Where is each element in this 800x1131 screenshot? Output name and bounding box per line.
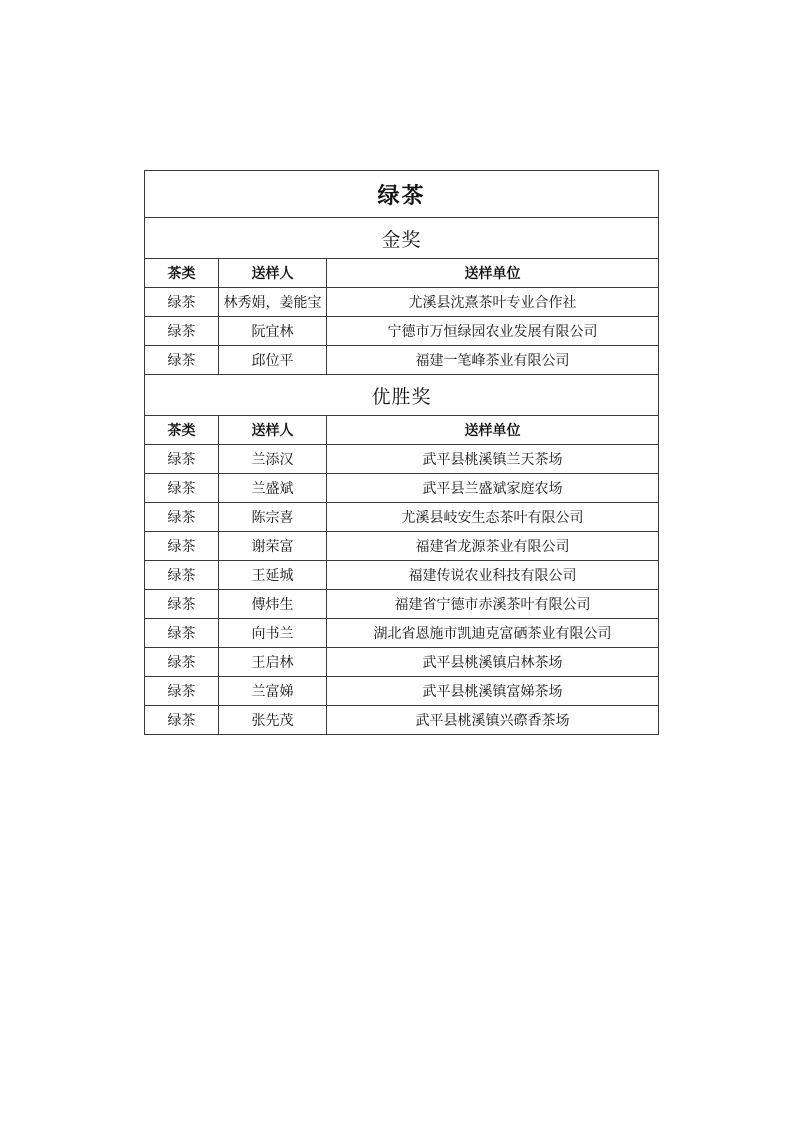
cell-submitter: 林秀娟，姜能宝 (219, 288, 327, 317)
cell-submitter: 王启林 (219, 648, 327, 677)
cell-unit: 武平县桃溪镇兴磜香茶场 (327, 706, 659, 735)
column-header-tea-type: 茶类 (145, 259, 219, 288)
column-header-submitter: 送样人 (219, 416, 327, 445)
cell-tea-type: 绿茶 (145, 317, 219, 346)
cell-tea-type: 绿茶 (145, 445, 219, 474)
cell-unit: 湖北省恩施市凯迪克富硒茶业有限公司 (327, 619, 659, 648)
cell-tea-type: 绿茶 (145, 619, 219, 648)
award-heading-gold: 金奖 (145, 218, 659, 259)
cell-tea-type: 绿茶 (145, 288, 219, 317)
table-header-row (145, 416, 659, 445)
cell-submitter: 陈宗喜 (219, 503, 327, 532)
cell-tea-type: 绿茶 (145, 677, 219, 706)
cell-unit: 福建一笔峰茶业有限公司 (327, 346, 659, 375)
award-heading-row (145, 375, 659, 416)
cell-tea-type: 绿茶 (145, 648, 219, 677)
cell-unit: 武平县桃溪镇富娣茶场 (327, 677, 659, 706)
table-row (145, 503, 659, 532)
cell-submitter: 兰富娣 (219, 677, 327, 706)
cell-submitter: 王延城 (219, 561, 327, 590)
cell-unit: 尤溪县岐安生态茶叶有限公司 (327, 503, 659, 532)
cell-submitter: 邱位平 (219, 346, 327, 375)
cell-tea-type: 绿茶 (145, 561, 219, 590)
column-header-unit: 送样单位 (327, 259, 659, 288)
table-row (145, 474, 659, 503)
table-header-row (145, 259, 659, 288)
cell-submitter: 兰盛斌 (219, 474, 327, 503)
table-row (145, 288, 659, 317)
table-row (145, 561, 659, 590)
awards-table (144, 170, 659, 735)
cell-tea-type: 绿茶 (145, 706, 219, 735)
column-header-tea-type: 茶类 (145, 416, 219, 445)
table-row (145, 590, 659, 619)
cell-submitter: 谢荣富 (219, 532, 327, 561)
document-title: 绿茶 (145, 171, 659, 218)
table-row (145, 648, 659, 677)
cell-submitter: 傅炜生 (219, 590, 327, 619)
cell-unit: 武平县桃溪镇启林茶场 (327, 648, 659, 677)
column-header-submitter: 送样人 (219, 259, 327, 288)
cell-unit: 武平县桃溪镇兰天茶场 (327, 445, 659, 474)
table-row (145, 445, 659, 474)
award-heading-row (145, 218, 659, 259)
award-heading-excellence: 优胜奖 (145, 375, 659, 416)
cell-submitter: 张先茂 (219, 706, 327, 735)
cell-tea-type: 绿茶 (145, 532, 219, 561)
table-row (145, 317, 659, 346)
cell-tea-type: 绿茶 (145, 346, 219, 375)
table-row (145, 346, 659, 375)
cell-submitter: 兰添汉 (219, 445, 327, 474)
cell-unit: 武平县兰盛斌家庭农场 (327, 474, 659, 503)
cell-submitter: 向书兰 (219, 619, 327, 648)
cell-unit: 尤溪县沈熹茶叶专业合作社 (327, 288, 659, 317)
table-row (145, 619, 659, 648)
cell-unit: 福建省龙源茶业有限公司 (327, 532, 659, 561)
table-row (145, 706, 659, 735)
table-row (145, 532, 659, 561)
cell-unit: 福建省宁德市赤溪茶叶有限公司 (327, 590, 659, 619)
column-header-unit: 送样单位 (327, 416, 659, 445)
cell-unit: 福建传说农业科技有限公司 (327, 561, 659, 590)
cell-tea-type: 绿茶 (145, 590, 219, 619)
cell-tea-type: 绿茶 (145, 503, 219, 532)
table-row (145, 677, 659, 706)
table-title-row (145, 171, 659, 218)
cell-submitter: 阮宜林 (219, 317, 327, 346)
cell-tea-type: 绿茶 (145, 474, 219, 503)
cell-unit: 宁德市万恒绿园农业发展有限公司 (327, 317, 659, 346)
